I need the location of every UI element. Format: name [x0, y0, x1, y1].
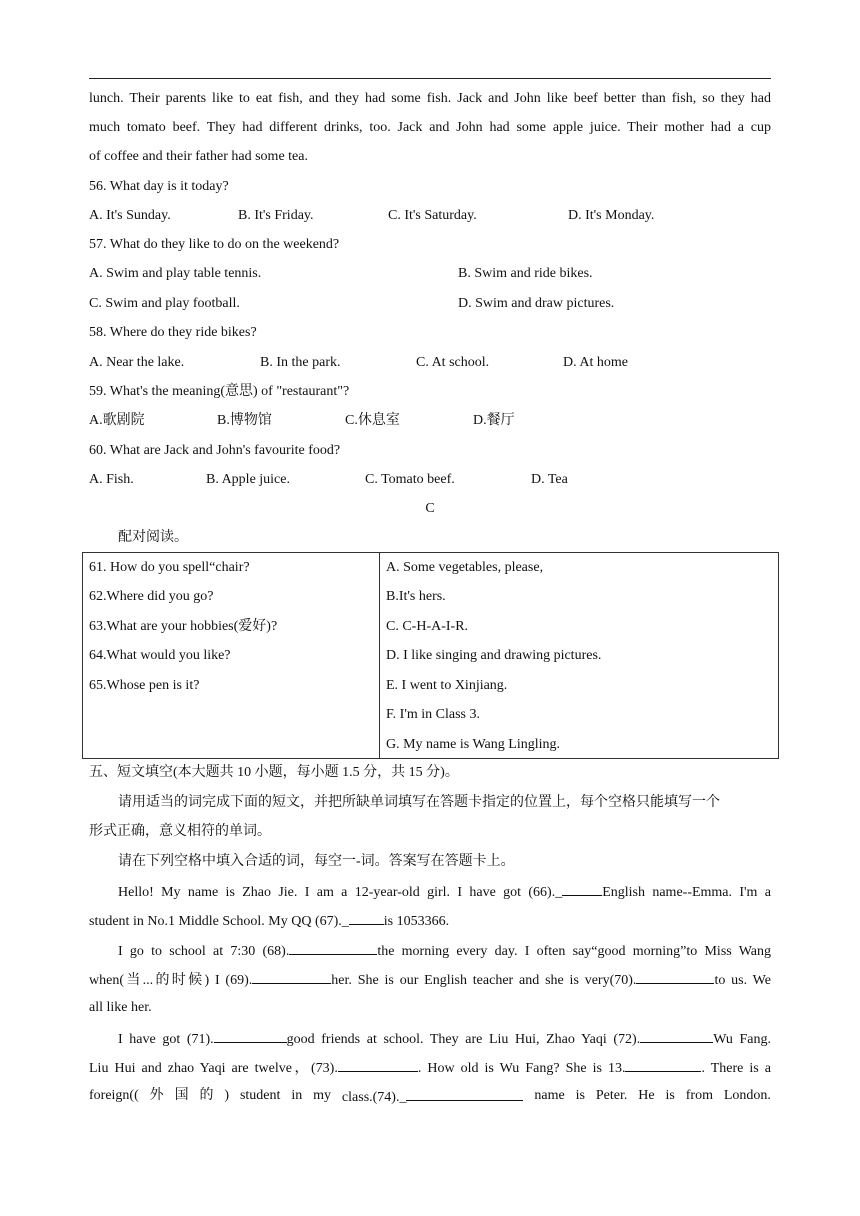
option: B. In the park.	[260, 355, 341, 370]
match-answer: C. C-H-A-I-R.	[386, 619, 469, 634]
cloze-line: I have got (71). good friends at school. They are Liu Hui, Zhao Yaqi (72). Wu Fang.	[118, 1028, 771, 1050]
question-stem: 57. What do they like to do on the weekend?	[89, 237, 340, 252]
option: D. Swim and draw pictures.	[458, 296, 615, 311]
cloze-line: when(当...的时候) I (69). her. She is our English teacher and she is very(70). to us. We	[89, 969, 771, 991]
match-answer: D. I like singing and drawing pictures.	[386, 648, 602, 663]
option: B. Apple juice.	[206, 472, 290, 487]
blank-71	[214, 1028, 287, 1043]
questions-column	[83, 553, 380, 759]
match-answer: G. My name is Wang Lingling.	[386, 737, 560, 752]
option: D. At home	[563, 355, 628, 370]
passage-line: lunch. Their parents like to eat fish, and they had some fish. Jack and John like beef better than fish, so they had	[89, 91, 771, 106]
option: A. It's Sunday.	[89, 208, 171, 223]
blank-73b	[625, 1057, 701, 1072]
option: B. It's Friday.	[238, 208, 314, 223]
option: D. It's Monday.	[568, 208, 655, 223]
match-question: 64.What would you like?	[89, 648, 231, 663]
blank-73	[338, 1057, 418, 1072]
option: D. Tea	[531, 472, 568, 487]
instruction: 形式正确，意义相符的单词。	[89, 824, 271, 839]
option: C. It's Saturday.	[388, 208, 477, 223]
section-letter: C	[425, 501, 435, 516]
instruction: 请用适当的词完成下面的短文，并把所缺单词填写在答题卡指定的位置上，每个空格只能填写一个	[118, 795, 720, 810]
blank-66	[562, 881, 602, 896]
option: B.博物馆	[217, 413, 272, 428]
blank-69	[252, 969, 331, 984]
blank-74	[406, 1086, 523, 1101]
match-question: 62.Where did you go?	[89, 589, 214, 604]
cloze-line: foreign(( 外 国 的 ) student in my class.(74)._ name is Peter. He is from London.	[89, 1088, 771, 1105]
question-stem: 60. What are Jack and John's favourite food?	[89, 443, 341, 458]
blank-66: _	[555, 885, 563, 900]
option: A. Swim and play table tennis.	[89, 266, 262, 281]
match-question: 65.Whose pen is it?	[89, 678, 200, 693]
answers-column	[380, 553, 779, 759]
section-title: 五、短文填空(本大题共 10 小题，每小题 1.5 分，共 15 分)。	[89, 765, 459, 780]
blank-70	[636, 969, 714, 984]
cloze-line: student in No.1 Middle School. My QQ (67)._ is 1053366.	[89, 910, 449, 932]
question-stem: 56. What day is it today?	[89, 179, 229, 194]
option: C. Tomato beef.	[365, 472, 455, 487]
match-question: 61. How do you spell“chair?	[89, 560, 250, 575]
blank-68	[289, 940, 377, 955]
blank-67: _	[341, 914, 349, 929]
blank-67	[349, 910, 384, 925]
cloze-line: all like her.	[89, 1000, 152, 1015]
option: C. At school.	[416, 355, 490, 370]
cloze-line: Hello! My name is Zhao Jie. I am a 12-year-old girl. I have got (66)._ English name--Emma. I'm a	[118, 881, 771, 903]
question-stem: 58. Where do they ride bikes?	[89, 325, 257, 340]
matching-table	[82, 552, 779, 759]
option: A. Fish.	[89, 472, 134, 487]
match-answer: E. I went to Xinjiang.	[386, 678, 508, 693]
option: A.歌剧院	[89, 413, 145, 428]
passage-line: much tomato beef. They had different drinks, too. Jack and John had some apple juice. Their mother had a cup	[89, 120, 771, 135]
blank-72	[640, 1028, 713, 1043]
option: A. Near the lake.	[89, 355, 185, 370]
option: B. Swim and ride bikes.	[458, 266, 593, 281]
match-answer: A. Some vegetables, please,	[386, 560, 544, 575]
instruction: 请在下列空格中填入合适的词，每空一-词。答案写在答题卡上。	[118, 854, 515, 869]
option: C.休息室	[345, 413, 400, 428]
option: D.餐厅	[473, 413, 515, 428]
match-answer: B.It's hers.	[386, 589, 446, 604]
cloze-line: Liu Hui and zhao Yaqi are twelve，(73). . How old is Wu Fang? She is 13. . There is a	[89, 1057, 771, 1079]
option: C. Swim and play football.	[89, 296, 240, 311]
match-answer: F. I'm in Class 3.	[386, 707, 480, 722]
question-stem: 59. What's the meaning(意思) of "restaurant"?	[89, 384, 350, 399]
match-question: 63.What are your hobbies(爱好)?	[89, 619, 278, 634]
header-rule	[89, 78, 771, 79]
section-heading: 配对阅读。	[118, 530, 188, 545]
passage-line: of coffee and their father had some tea.	[89, 149, 308, 164]
cloze-line: I go to school at 7:30 (68). the morning every day. I often say“good morning”to Miss Wang	[118, 940, 771, 962]
